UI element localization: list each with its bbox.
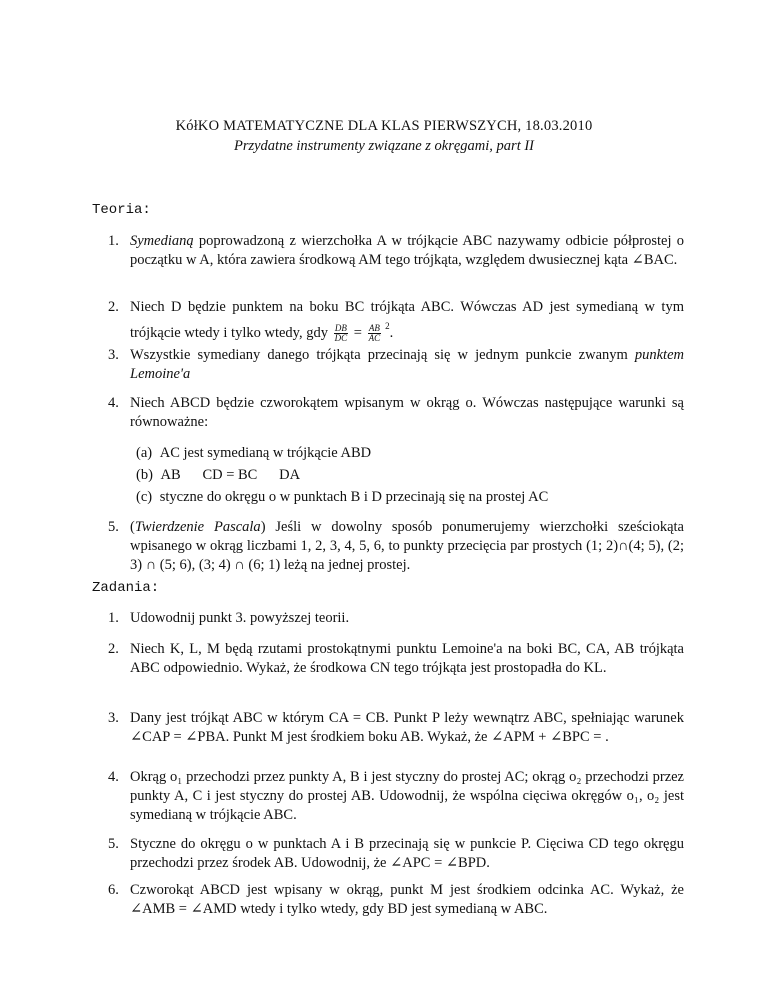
item-number: 6. [108,882,119,898]
item-emphasis: Twierdzenie Pascala [134,519,261,535]
task-item-1 [108,609,684,628]
task-item-4 [108,768,684,825]
theory-item-2 [108,298,684,343]
fraction-ab-ac: $\frac{AB}{AC}$ [368,323,381,344]
item-text: Niech K, L, M będą rzutami prostokątnymi punktu Lemoine'a na boki BC, CA, AB trójkąta ABC odpowiednio. Wykaż, że środkowa CN tego trójkąta jest prostopadła do KL. [130,641,684,676]
fraction-db-dc: $\frac{DB}{DC}$ [334,323,348,344]
theory-item-3 [108,346,684,384]
subitem-label: (c) [136,489,153,505]
item-number: 4. [108,769,119,785]
item-text: poprowadzoną z wierzchołka A w trójkącie ABC nazywamy odbicie półprostej o początku w A, która zawiera środkową AM tego trójkąta, względem dwusiecznej kąta ∠BAC. [130,233,684,268]
section-heading-teoria: Teoria: [92,202,151,218]
item-number: 1. [108,610,119,626]
item-text: Udowodnij punkt 3. powyższej teorii. [130,610,350,626]
theory-item-5: 5. (Twierdzenie Pascala) Jeśli w dowolny sposób ponumerujemy wierzchołki sześciokąta wpisanego w okrąg liczbami 1, 2, 3, 4, 5, 6, to punkty przecięcia par prostych (1; 2)∩(4; 5), (2; 3) ∩ (5; 6), (3; 4) ∩ (6; 1) leżą na jednej prostej. [108,519,684,573]
item-text: Jeśli w dowolny sposób ponumerujemy wierzchołki sześciokąta wpisanego w okrąg liczbami 1, 2, 3, 4, 5, 6, to punkty przecięcia par prostych (1; 2)∩(4; 5), (2; 3) ∩ (5; 6), (3; 4) ∩ (6; 1) leżą na jednej prostej. [130,519,684,573]
subitem-label: (a) [136,445,153,461]
theory-subitem-c [136,488,696,507]
item-number: 2. [108,641,119,657]
task-item-3 [108,709,684,747]
theory-item-4 [108,394,684,432]
task-item-2 [108,640,684,678]
item-text: Wszystkie symediany danego trójkąta przecinają się w jednym punkcie zwanym [130,347,635,363]
theory-subitem-a [136,444,696,463]
item-number: 1. [108,233,119,249]
subitem-text: styczne do okręgu o w punktach B i D przecinają się na prostej AC [159,489,549,505]
section-heading-zadania: Zadania: [92,580,160,596]
item-emphasis: punktem Lemoine'a [130,347,684,382]
equals-sign: = [353,325,362,341]
theory-item-1 [108,232,684,270]
item-number: 5. [108,519,119,535]
period: . [389,325,394,341]
item-emphasis: Symedianą [130,233,194,249]
item-text: Okrąg o₁ przechodzi przez punkty A, B i jest styczny do prostej AC; okrąg o₂ przechodzi przez punkty A, C i jest styczny do prostej AB. Udowodnij, że wspólna cięciwa okręgów o₁, o₂ jest symedianą w trójkącie ABC. [130,769,684,823]
page-subtitle: Przydatne instrumenty związane z okręgami, part II [233,138,535,154]
item-number: 4. [108,395,119,411]
item-number: 5. [108,836,119,852]
item-number: 3. [108,710,119,726]
theory-subitem-b [136,466,696,485]
item-text: Czworokąt ABCD jest wpisany w okrąg, punkt M jest środkiem odcinka AC. Wykaż, że ∠AMB = ∠AMD wtedy i tylko wtedy, gdy BD jest symedianą w ABC. [130,882,684,917]
page-title: KółKO MATEMATYCZNE DLA KLAS PIERWSZYCH, 18.03.2010 [175,118,593,134]
item-text: Niech D będzie punktem na boku BC trójkąta ABC. Wówczas AD jest symedianą w tym trójkącie wtedy i tylko wtedy, gdy [130,299,684,341]
task-item-5 [108,835,684,873]
subitem-text: AB CD = BC DA [160,467,301,483]
subitem-label: (b) [136,467,153,483]
item-number: 3. [108,347,119,363]
item-text: Dany jest trójkąt ABC w którym CA = CB. Punkt P leży wewnątrz ABC, spełniając warunek ∠CAP = ∠PBA. Punkt M jest środkiem boku AB. Wykaż, że ∠APM + ∠BPC = . [130,710,684,745]
item-text: Styczne do okręgu o w punktach A i B przecinają się w punkcie P. Cięciwa CD tego okręgu przechodzi przez środek AB. Udowodnij, że ∠APC = ∠BPD. [130,836,684,871]
item-text: Niech ABCD będzie czworokątem wpisanym w okrąg o. Wówczas następujące warunki są równoważne: [130,395,684,430]
exponent: 2 [385,321,390,331]
task-item-6 [108,881,684,919]
subitem-text: AC jest symedianą w trójkącie ABD [159,445,372,461]
item-number: 2. [108,299,119,315]
